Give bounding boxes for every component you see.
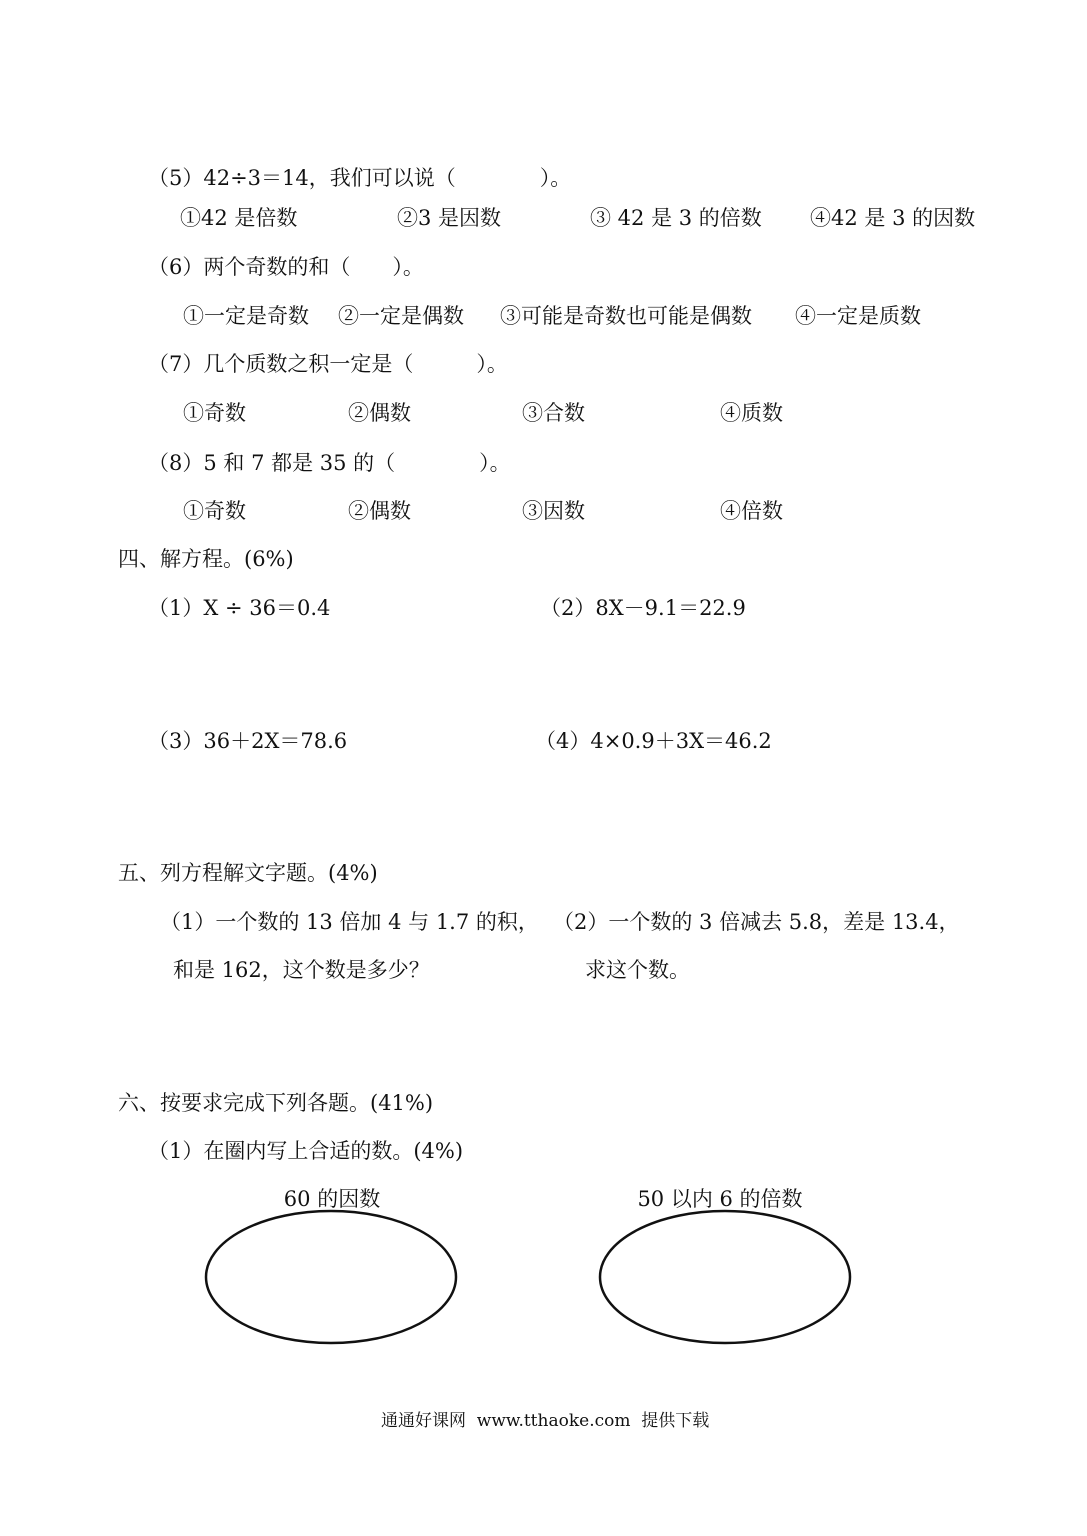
word-problem-2-line-1: （2）一个数的 3 倍减去 5.8，差是 13.4， <box>553 910 960 934</box>
question-8-option-1: ①奇数 <box>183 499 246 523</box>
question-7-option-4: ④质数 <box>720 401 783 425</box>
footer-text: 通通好课网 www.tthaoke.com 提供下载 <box>381 1411 710 1431</box>
equation-2: （2）8X－9.1＝22.9 <box>540 596 746 620</box>
equation-4: （4）4×0.9＋3X＝46.2 <box>535 729 772 753</box>
factors-ellipse[interactable] <box>200 1205 462 1350</box>
word-problem-2-line-2: 求这个数。 <box>585 958 690 982</box>
section-6-sub-1: （1）在圈内写上合适的数。(4%) <box>148 1139 464 1163</box>
question-5-option-3: ③ 42 是 3 的倍数 <box>590 206 762 230</box>
question-6-option-3: ③可能是奇数也可能是偶数 <box>500 304 752 328</box>
question-6-option-1: ①一定是奇数 <box>183 304 309 328</box>
multiples-ellipse[interactable] <box>594 1205 856 1350</box>
question-7-option-3: ③合数 <box>522 401 585 425</box>
question-5-option-1: ①42 是倍数 <box>180 206 298 230</box>
section-5-title: 五、列方程解文字题。(4%) <box>118 861 378 885</box>
question-5-option-2: ②3 是因数 <box>397 206 502 230</box>
question-5-stem: （5）42÷3＝14，我们可以说（ ）。 <box>148 166 572 190</box>
circle-1-label: 60 的因数 <box>283 1187 381 1211</box>
question-7-option-1: ①奇数 <box>183 401 246 425</box>
question-5-option-4: ④42 是 3 的因数 <box>810 206 976 230</box>
question-8-stem: （8）5 和 7 都是 35 的（ ）。 <box>148 451 511 475</box>
circle-2-label: 50 以内 6 的倍数 <box>637 1187 803 1211</box>
question-6-stem: （6）两个奇数的和（ ）。 <box>148 255 424 279</box>
question-8-option-4: ④倍数 <box>720 499 783 523</box>
question-7-option-2: ②偶数 <box>348 401 411 425</box>
section-4-title: 四、解方程。(6%) <box>118 547 294 571</box>
question-7-stem: （7）几个质数之积一定是（ ）。 <box>148 352 508 376</box>
equation-3: （3）36＋2X＝78.6 <box>148 729 348 753</box>
word-problem-1-line-2: 和是 162，这个数是多少？ <box>173 958 430 982</box>
question-8-option-3: ③因数 <box>522 499 585 523</box>
question-8-option-2: ②偶数 <box>348 499 411 523</box>
word-problem-1-line-1: （1）一个数的 13 倍加 4 与 1.7 的积， <box>160 910 539 934</box>
section-6-title: 六、按要求完成下列各题。(41%) <box>118 1091 434 1115</box>
equation-1: （1）X ÷ 36＝0.4 <box>148 596 331 620</box>
question-6-option-4: ④一定是质数 <box>795 304 921 328</box>
question-6-option-2: ②一定是偶数 <box>338 304 464 328</box>
